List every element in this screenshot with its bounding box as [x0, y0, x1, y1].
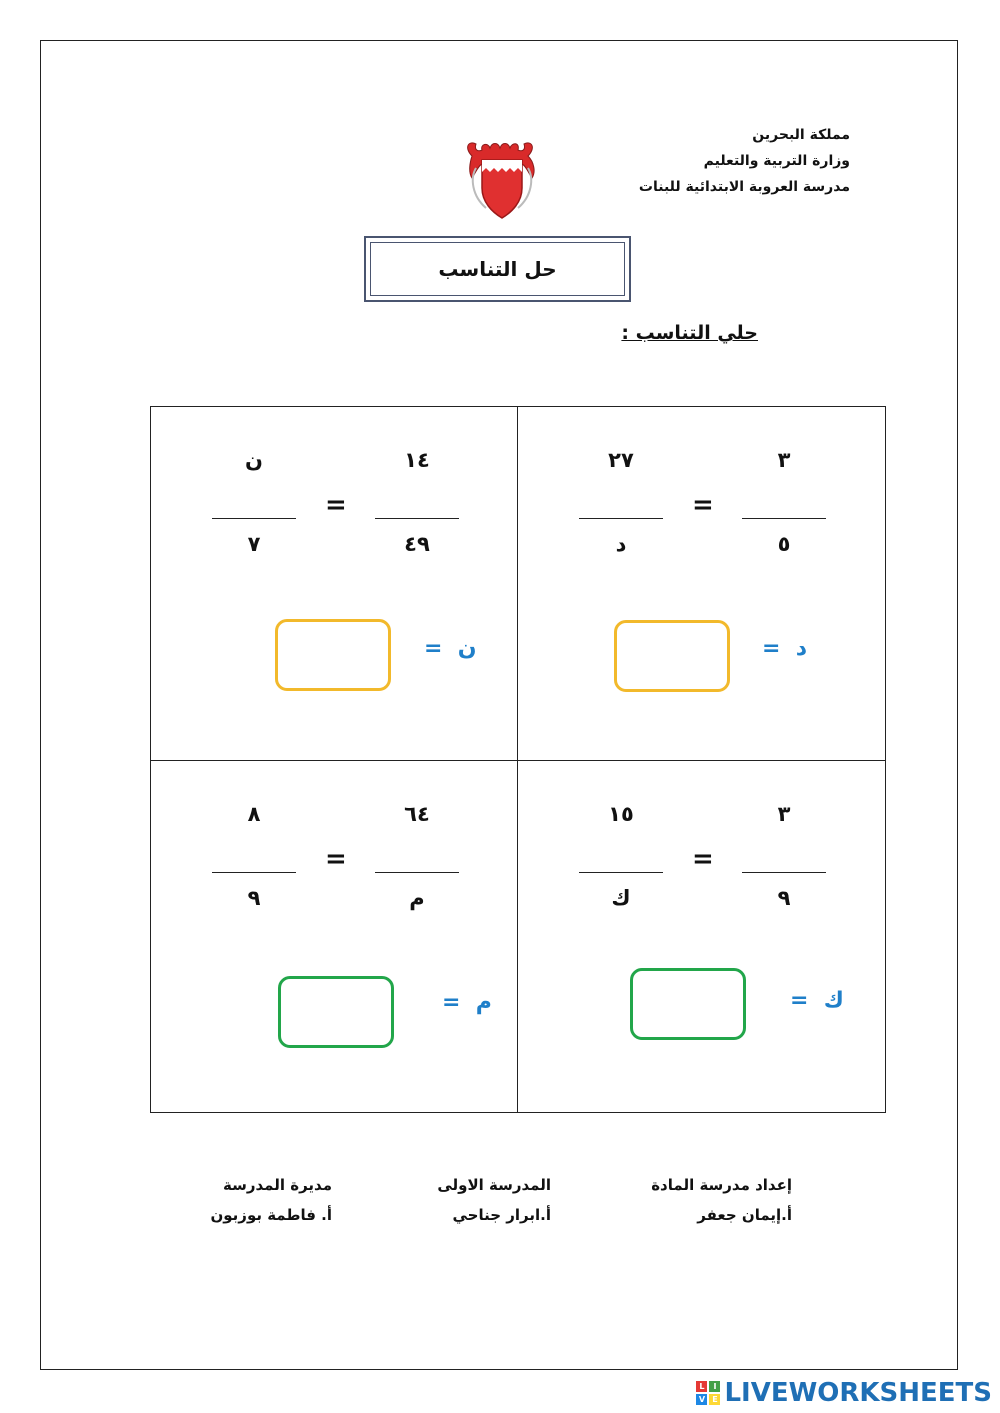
problem-1-left-fraction-bar	[579, 518, 663, 519]
bahrain-emblem-icon	[462, 138, 542, 222]
kingdom-name: مملكة البحرين	[752, 127, 850, 143]
problem-2-answer-box[interactable]	[275, 619, 391, 691]
liveworksheets-text: LIVEWORKSHEETS	[724, 1378, 992, 1408]
problem-1-answer-label: د =	[762, 636, 808, 661]
logo-letter: V	[696, 1394, 707, 1405]
problem-2-equals: =	[325, 490, 347, 520]
preparer-title: إعداد مدرسة المادة	[651, 1176, 792, 1194]
problem-4-equals: =	[325, 844, 347, 874]
logo-letter: I	[709, 1381, 720, 1392]
problem-4-right-fraction-bar	[375, 872, 459, 873]
problem-2-left-fraction-bar	[212, 518, 296, 519]
problem-2-right-numerator: ١٤	[404, 448, 430, 472]
problem-2-right-denominator: ٤٩	[404, 532, 430, 556]
problem-4-left-fraction-bar	[212, 872, 296, 873]
problem-2-left-denominator: ٧	[247, 532, 261, 556]
problem-4-answer-box[interactable]	[278, 976, 394, 1048]
problem-3-answer-box[interactable]	[630, 968, 746, 1040]
problem-3-left-fraction-bar	[579, 872, 663, 873]
problem-3-right-denominator: ٩	[777, 886, 791, 910]
problem-3-left-denominator: ك	[611, 886, 631, 910]
problem-3-left-numerator: ١٥	[608, 802, 634, 826]
problem-4-left-denominator: ٩	[247, 886, 261, 910]
worksheet-title: حل التناسب	[370, 242, 625, 296]
preparer-name: أ.إيمان جعفر	[697, 1206, 792, 1224]
problem-1-right-denominator: ٥	[777, 532, 791, 556]
problem-1-equals: =	[692, 490, 714, 520]
problem-1-answer-box[interactable]	[614, 620, 730, 692]
grid-horizontal-divider	[150, 760, 886, 761]
problem-1-right-fraction-bar	[742, 518, 826, 519]
problem-4-answer-label: م =	[442, 990, 492, 1015]
problem-3-right-fraction-bar	[742, 872, 826, 873]
ministry-name: وزارة التربية والتعليم	[703, 153, 850, 169]
instruction: حلي التناسب :	[621, 322, 758, 344]
problem-3-right-numerator: ٣	[777, 802, 791, 826]
problem-2-right-fraction-bar	[375, 518, 459, 519]
title-box	[364, 236, 631, 302]
problem-2-answer-label: ن =	[424, 636, 477, 661]
problem-3-answer-label: ك =	[790, 988, 844, 1013]
problem-4-left-numerator: ٨	[247, 802, 261, 826]
liveworksheets-logo	[696, 1378, 992, 1408]
problem-1-right-numerator: ٣	[777, 448, 791, 472]
problem-1-left-denominator: د	[615, 532, 627, 556]
liveworksheets-logo-icon	[696, 1381, 720, 1405]
signature-preparer	[651, 1170, 792, 1230]
signature-first-teacher	[437, 1170, 551, 1230]
problem-2-left-numerator: ن	[245, 448, 263, 472]
logo-letter: E	[709, 1394, 720, 1405]
school-name: مدرسة العروبة الابتدائية للبنات	[638, 179, 850, 195]
problem-4-right-denominator: م	[409, 886, 425, 910]
problem-1-left-numerator: ٢٧	[608, 448, 634, 472]
signature-principal	[210, 1170, 332, 1230]
first-teacher-title: المدرسة الاولى	[437, 1176, 551, 1194]
logo-letter: L	[696, 1381, 707, 1392]
principal-name: أ. فاطمة بوزبون	[210, 1206, 332, 1224]
school-header	[639, 122, 850, 200]
problem-3-equals: =	[692, 844, 714, 874]
principal-title: مديرة المدرسة	[223, 1176, 332, 1194]
first-teacher-name: أ.ابرار جناحي	[452, 1206, 551, 1224]
problem-4-right-numerator: ٦٤	[404, 802, 430, 826]
